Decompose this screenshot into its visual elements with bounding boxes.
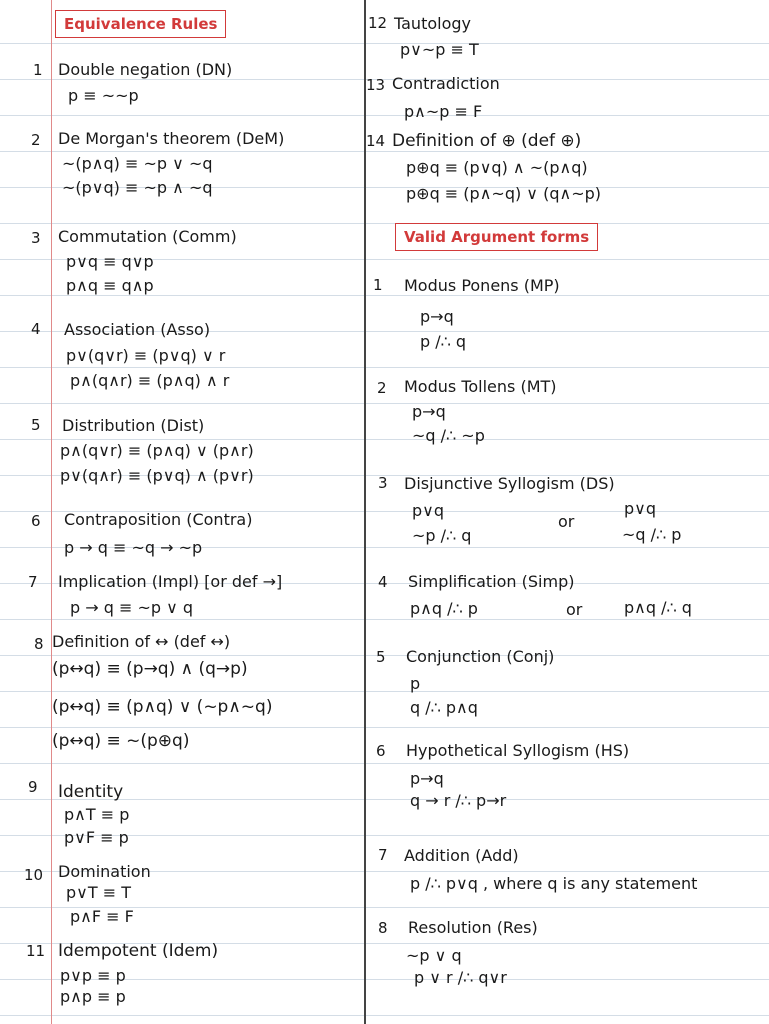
rule-number: 7 <box>28 573 38 591</box>
form-expression: p→q <box>410 769 444 788</box>
rule-number: 14 <box>366 132 386 150</box>
rule-name-definition-biconditional: Definition of ↔ (def ↔) <box>52 632 231 651</box>
rule-name-tautology: Tautology <box>394 14 471 33</box>
form-number: 4 <box>378 573 388 591</box>
rule-expression: p∧q ≡ q∧p <box>66 276 154 295</box>
rule-name-idempotent: Idempotent (Idem) <box>58 941 219 961</box>
rule-expression: ~(p∨q) ≡ ~p ∧ ~q <box>62 178 213 197</box>
rule-number: 10 <box>24 866 44 884</box>
form-name-addition: Addition (Add) <box>404 846 519 865</box>
form-expression: p ∨ r /∴ q∨r <box>414 968 507 987</box>
form-name-conjunction: Conjunction (Conj) <box>406 647 555 666</box>
rule-expression: p∧p ≡ p <box>60 987 126 1006</box>
rule-expression: p∨T ≡ T <box>66 883 131 902</box>
form-expression-alt: ~q /∴ p <box>622 525 682 544</box>
form-expression: ~p ∨ q <box>406 946 462 965</box>
form-expression: p <box>410 674 421 693</box>
rule-expression: p∨p ≡ p <box>60 966 126 985</box>
form-name-hypothetical-syllogism: Hypothetical Syllogism (HS) <box>406 741 630 760</box>
rule-number: 8 <box>34 635 44 653</box>
rule-expression: p∧F ≡ F <box>70 907 134 926</box>
rule-expression: (p↔q) ≡ (p∧q) ∨ (~p∧~q) <box>52 697 273 717</box>
rule-expression: p → q ≡ ~p ∨ q <box>70 598 194 617</box>
form-name-modus-ponens: Modus Ponens (MP) <box>404 276 560 295</box>
form-number: 1 <box>373 276 383 294</box>
rule-name-identity: Identity <box>58 782 124 802</box>
rule-number: 3 <box>31 229 41 247</box>
rule-name-implication: Implication (Impl) [or def →] <box>58 572 283 591</box>
rule-number: 1 <box>33 61 43 79</box>
rule-expression: p∧(q∨r) ≡ (p∧q) ∨ (p∧r) <box>60 441 254 460</box>
form-number: 6 <box>376 742 386 760</box>
rule-expression: p ≡ ~~p <box>68 86 139 105</box>
form-expression: p /∴ q <box>420 332 467 351</box>
or-label: or <box>558 512 575 531</box>
rule-number: 2 <box>31 131 41 149</box>
form-expression-alt: p∨q <box>624 499 657 518</box>
rule-name-contradiction: Contradiction <box>392 74 500 93</box>
form-name-resolution: Resolution (Res) <box>408 918 538 937</box>
rule-number: 4 <box>31 320 41 338</box>
rule-expression: (p↔q) ≡ ~(p⊕q) <box>52 731 190 751</box>
rule-expression: p∧(q∧r) ≡ (p∧q) ∧ r <box>70 371 230 390</box>
form-number: 8 <box>378 919 388 937</box>
rule-expression: p∨F ≡ p <box>64 828 129 847</box>
form-expression: ~q /∴ ~p <box>412 426 485 445</box>
form-number: 5 <box>376 648 386 666</box>
rule-expression: p⊕q ≡ (p∨q) ∧ ~(p∧q) <box>406 158 588 177</box>
form-expression: p /∴ p∨q , where q is any statement <box>410 874 698 893</box>
rule-expression: p∨(q∨r) ≡ (p∨q) ∨ r <box>66 346 226 365</box>
form-expression: p∨q <box>412 501 445 520</box>
rule-expression: ~(p∧q) ≡ ~p ∨ ~q <box>62 154 213 173</box>
form-expression: p→q <box>412 402 446 421</box>
form-expression: q → r /∴ p→r <box>410 791 507 810</box>
form-expression: p→q <box>420 307 454 326</box>
column-divider <box>364 0 366 1024</box>
form-number: 7 <box>378 846 388 864</box>
rule-number: 5 <box>31 416 41 434</box>
rule-name-association: Association (Asso) <box>64 320 211 339</box>
rule-name-definition-xor: Definition of ⊕ (def ⊕) <box>392 131 582 151</box>
form-expression: p∧q /∴ p <box>410 599 478 618</box>
rule-number: 11 <box>26 942 46 960</box>
form-expression: q /∴ p∧q <box>410 698 478 717</box>
form-expression: ~p /∴ q <box>412 526 472 545</box>
rule-expression: p∧T ≡ p <box>64 805 130 824</box>
valid-argument-forms-title: Valid Argument forms <box>395 223 598 251</box>
rule-number: 13 <box>366 76 386 94</box>
rule-number: 6 <box>31 512 41 530</box>
rule-expression: p⊕q ≡ (p∧~q) ∨ (q∧~p) <box>406 184 602 203</box>
form-name-modus-tollens: Modus Tollens (MT) <box>404 377 557 396</box>
or-label: or <box>566 600 583 619</box>
rule-expression: p∨q ≡ q∨p <box>66 252 154 271</box>
margin-line <box>51 0 52 1024</box>
rule-expression: p∨(q∧r) ≡ (p∨q) ∧ (p∨r) <box>60 466 254 485</box>
rule-expression: p → q ≡ ~q → ~p <box>64 538 203 557</box>
form-number: 2 <box>377 379 387 397</box>
rule-name-domination: Domination <box>58 862 151 881</box>
form-name-simplification: Simplification (Simp) <box>408 572 575 591</box>
rule-number: 12 <box>368 14 388 32</box>
form-number: 3 <box>378 474 388 492</box>
rule-expression: p∨~p ≡ T <box>400 40 479 59</box>
rule-name-double-negation: Double negation (DN) <box>58 60 233 79</box>
form-name-disjunctive-syllogism: Disjunctive Syllogism (DS) <box>404 474 615 493</box>
form-expression-alt: p∧q /∴ q <box>624 598 692 617</box>
rule-name-de-morgan: De Morgan's theorem (DeM) <box>58 129 285 148</box>
rule-name-distribution: Distribution (Dist) <box>62 416 205 435</box>
rule-number: 9 <box>28 778 38 796</box>
rule-expression: (p↔q) ≡ (p→q) ∧ (q→p) <box>52 659 248 679</box>
equivalence-rules-title: Equivalence Rules <box>55 10 226 38</box>
rule-name-commutation: Commutation (Comm) <box>58 227 237 246</box>
rule-expression: p∧~p ≡ F <box>404 102 483 121</box>
rule-name-contraposition: Contraposition (Contra) <box>64 510 253 529</box>
